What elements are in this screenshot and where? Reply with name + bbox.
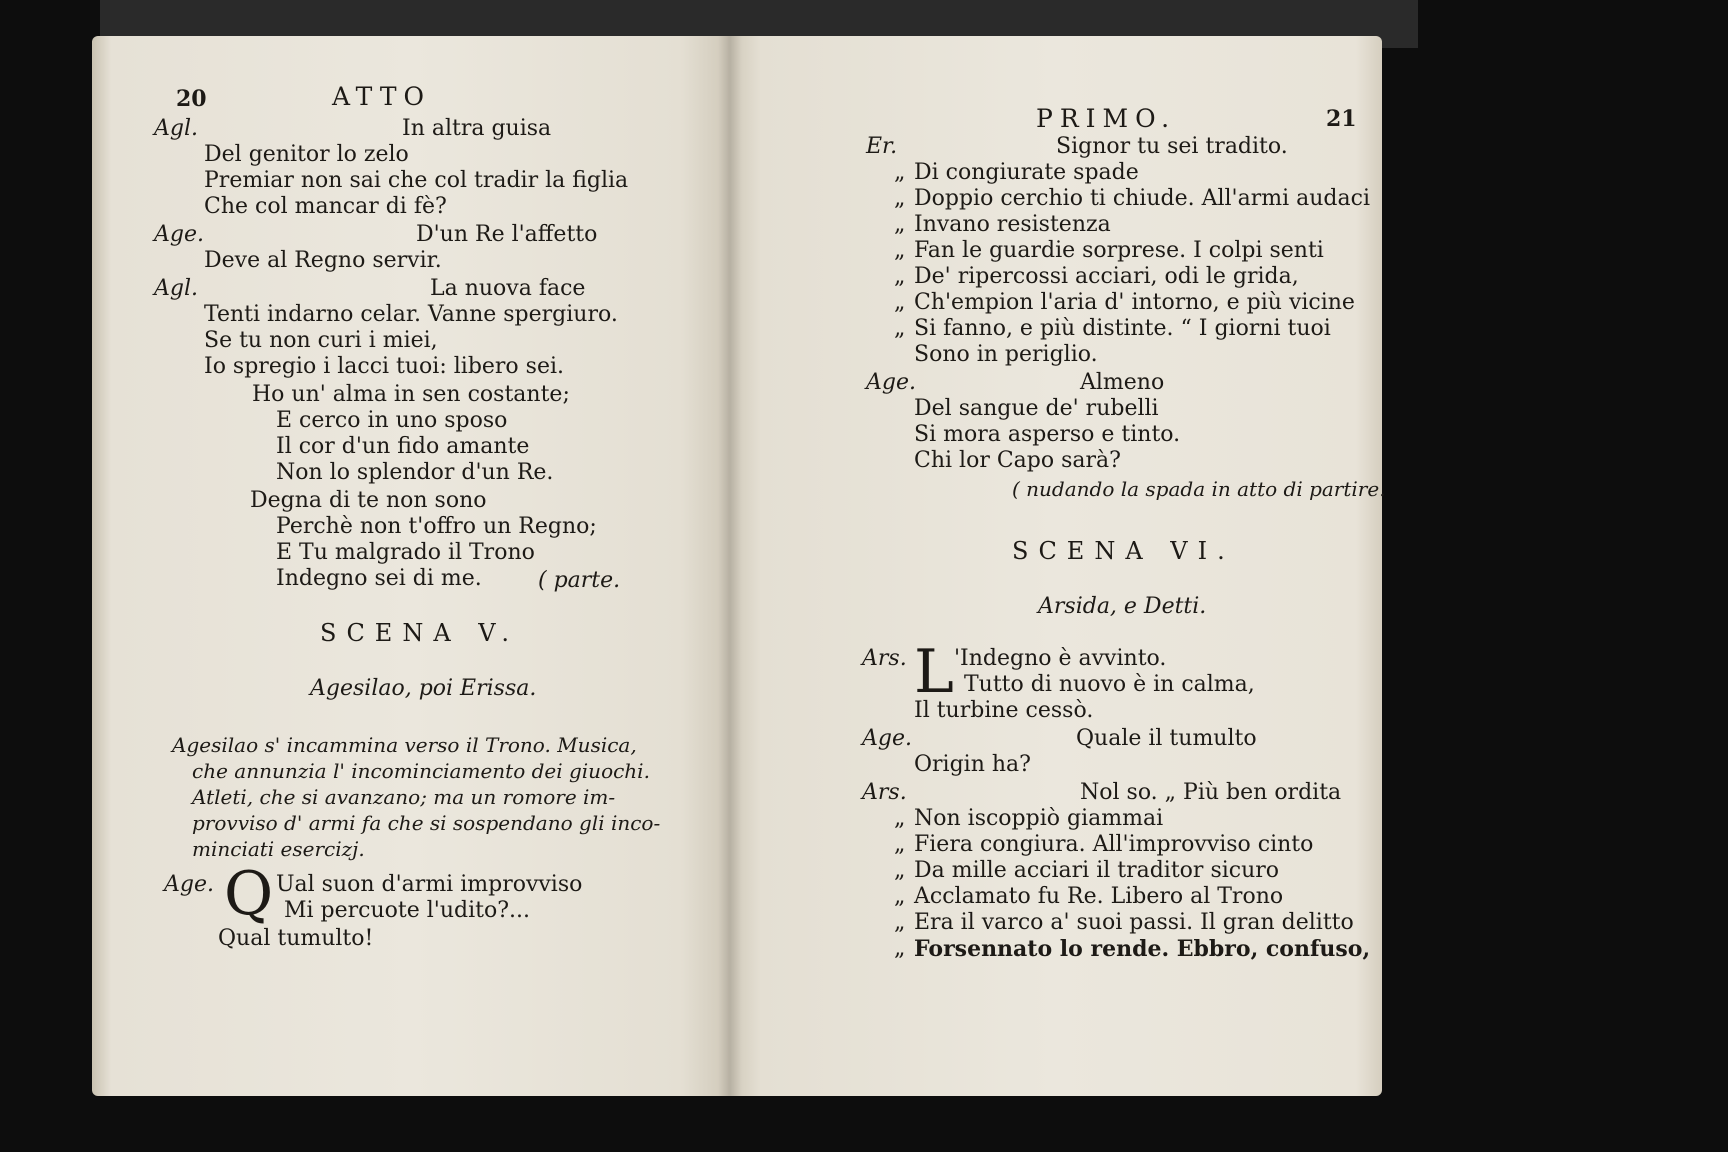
verse-line: Invano resistenza (914, 212, 1111, 237)
verse-line: Si fanno, e più distinte. “ I giorni tuoi (914, 316, 1331, 341)
verse-line: Qual tumulto! (218, 926, 374, 951)
stage-direction-line: che annunzia l' incominciamento dei giuochi. (192, 759, 650, 783)
quote-mark: „ (894, 806, 906, 831)
verse-line: Chi lor Capo sarà? (914, 448, 1121, 473)
verse-line: Il turbine cessò. (914, 698, 1094, 723)
verse-line: Non lo splendor d'un Re. (276, 460, 554, 485)
quote-mark: „ (894, 238, 906, 263)
verse-line: Perchè non t'offro un Regno; (276, 514, 597, 539)
verse-line: Che col mancar di fè? (204, 194, 447, 219)
dropcap-l: L (914, 637, 954, 707)
verse-line: Nol so. „ Più ben ordita (1080, 780, 1342, 805)
verse-line: De' ripercossi acciari, odi le grida, (914, 264, 1299, 289)
verse-line: Indegno sei di me. (276, 566, 482, 591)
running-head-right: PRIMO. (1036, 104, 1177, 133)
verse-line: Premiar non sai che col tradir la figlia (204, 168, 629, 193)
scene-characters: Arsida, e Detti. (1038, 594, 1207, 619)
page-number-left: 20 (176, 86, 207, 112)
stage-direction-line: provviso d' armi fa che si sospendano gli inco- (192, 811, 661, 835)
verse-line: Quale il tumulto (1076, 726, 1257, 751)
quote-mark: „ (894, 212, 906, 237)
scene-title-vi: SCENA VI. (1012, 537, 1235, 565)
quote-mark: „ (894, 316, 906, 341)
verse-line: Ho un' alma in sen costante; (252, 382, 570, 407)
verse-line: D'un Re l'affetto (416, 222, 598, 247)
verse-line: Fan le guardie sorprese. I colpi senti (914, 238, 1324, 263)
speaker: Agl. (154, 116, 198, 141)
book-gutter (718, 36, 742, 1096)
speaker: Ars. (862, 646, 907, 671)
quote-mark: „ (894, 884, 906, 909)
speaker: Age. (154, 222, 204, 247)
scene-characters: Agesilao, poi Erissa. (310, 676, 537, 701)
verse-line: Si mora asperso e tinto. (914, 422, 1181, 447)
quote-mark: „ (894, 910, 906, 935)
quote-mark: „ (894, 936, 906, 961)
verse-line: Di congiurate spade (914, 160, 1139, 185)
quote-mark: „ (894, 832, 906, 857)
verse-line: Almeno (1080, 370, 1165, 395)
verse-line: Non iscoppiò giammai (914, 806, 1164, 831)
speaker: Er. (866, 134, 898, 159)
scene-title-v: SCENA V. (320, 619, 520, 647)
verse-line: In altra guisa (402, 116, 552, 141)
verse-line: 'Indegno è avvinto. (954, 646, 1167, 671)
running-head-left: ATTO (332, 82, 431, 111)
verse-line: Tutto di nuovo è in calma, (964, 672, 1255, 697)
verse-line: E cerco in uno sposo (276, 408, 508, 433)
speaker: Agl. (154, 276, 198, 301)
quote-mark: „ (894, 290, 906, 315)
verse-line: Doppio cerchio ti chiude. All'armi audaci (914, 186, 1370, 211)
dropcap-q: Q (224, 859, 274, 929)
stage-direction-line: Agesilao s' incammina verso il Trono. Musica, (172, 733, 637, 757)
page-number-right: 21 (1326, 106, 1357, 132)
stage-direction-line: minciati esercizj. (192, 837, 365, 861)
book-spread (92, 36, 1386, 1096)
quote-mark: „ (894, 186, 906, 211)
verse-line: Era il varco a' suoi passi. Il gran delitto (914, 910, 1354, 935)
quote-mark: „ (894, 160, 906, 185)
exit-direction: ( parte. (538, 568, 621, 593)
verse-line: Degna di te non sono (250, 488, 487, 513)
speaker: Age. (866, 370, 916, 395)
verse-line: E Tu malgrado il Trono (276, 540, 535, 565)
verse-line: Ch'empion l'aria d' intorno, e più vicine (914, 290, 1355, 315)
verse-line: Io spregio i lacci tuoi: libero sei. (204, 354, 565, 379)
verse-line: Forsennato lo rende. Ebbro, confuso, (914, 936, 1371, 962)
speaker: Ars. (862, 780, 907, 805)
verse-line: Tenti indarno celar. Vanne spergiuro. (204, 302, 618, 327)
verse-line: Signor tu sei tradito. (1056, 134, 1288, 159)
verse-line: Acclamato fu Re. Libero al Trono (914, 884, 1284, 909)
verse-line: Deve al Regno servir. (204, 248, 442, 273)
stage-direction-line: Atleti, che si avanzano; ma un romore im- (192, 785, 616, 809)
verse-line: Sono in periglio. (914, 342, 1098, 367)
verse-line: Da mille acciari il traditor sicuro (914, 858, 1280, 883)
verse-line: Del genitor lo zelo (204, 142, 409, 167)
verse-line: Fiera congiura. All'improvviso cinto (914, 832, 1314, 857)
verse-line: Del sangue de' rubelli (914, 396, 1159, 421)
verse-line: Il cor d'un fido amante (276, 434, 530, 459)
verse-line: Origin ha? (914, 752, 1031, 777)
quote-mark: „ (894, 264, 906, 289)
verse-line: Mi percuote l'udito?... (284, 898, 530, 923)
stage-direction: ( nudando la spada in atto di partire. (1012, 477, 1386, 501)
quote-mark: „ (894, 858, 906, 883)
verse-line: La nuova face (430, 276, 586, 301)
verse-line: Se tu non curi i miei, (204, 328, 438, 353)
speaker: Age. (862, 726, 912, 751)
left-page (92, 36, 732, 1096)
speaker: Age. (164, 872, 214, 897)
verse-line: Ual suon d'armi improvviso (276, 872, 583, 897)
right-page (728, 36, 1386, 1096)
